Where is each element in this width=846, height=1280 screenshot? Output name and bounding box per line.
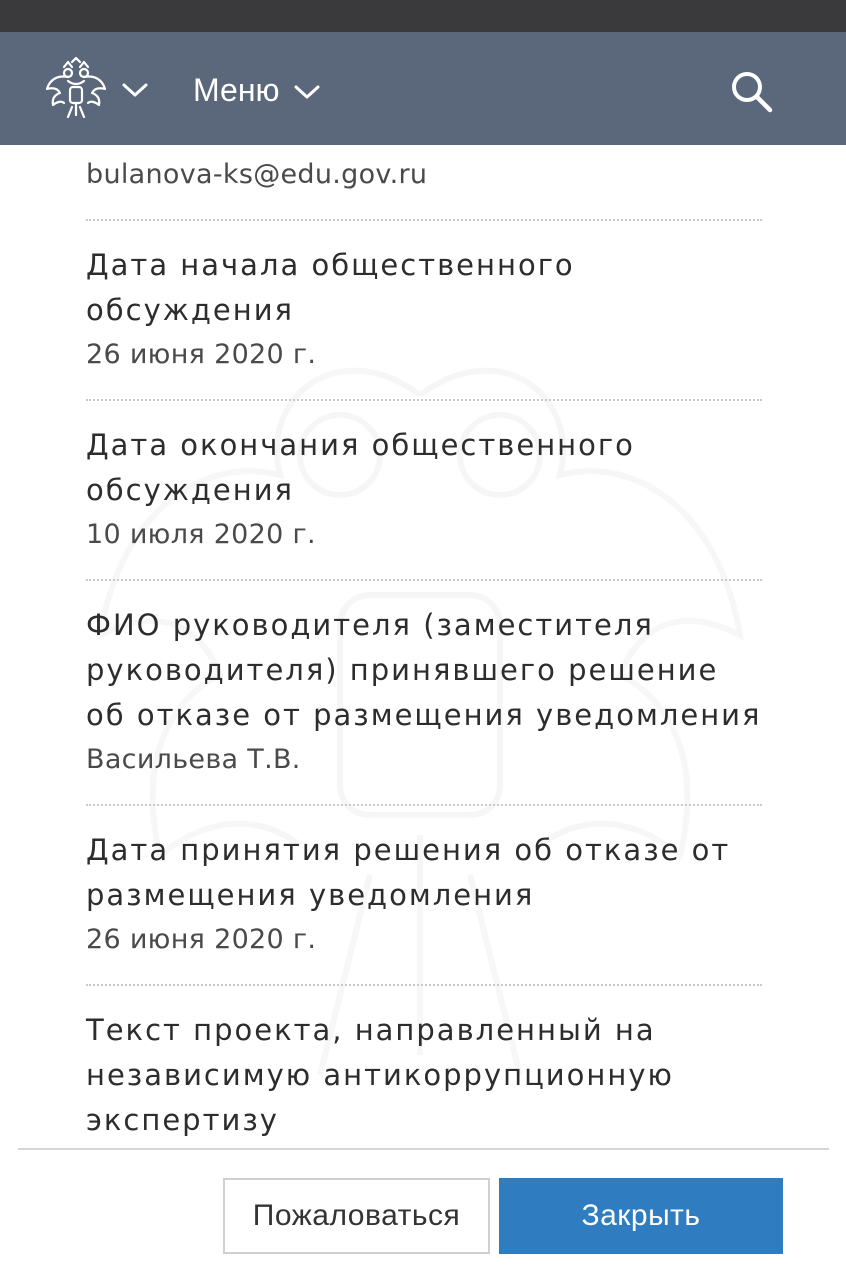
search-icon[interactable] [728, 68, 774, 114]
divider [86, 219, 762, 221]
close-button[interactable]: Закрыть [499, 1178, 783, 1254]
list-item [86, 1008, 762, 1143]
divider [86, 984, 762, 986]
details-panel[interactable] [0, 145, 846, 1148]
list-item [86, 423, 762, 557]
list-item [86, 603, 762, 782]
chevron-down-icon[interactable] [122, 82, 148, 98]
field-value-email[interactable]: bulanova-ks@edu.gov.ru [86, 159, 428, 190]
divider [86, 579, 762, 581]
field-title: Дата принятия решения об отказе от размещения уведомления [86, 833, 731, 912]
list-item [86, 243, 762, 377]
footer-divider [18, 1148, 829, 1150]
field-title: Дата начала общественного обсуждения [86, 248, 575, 327]
field-value: 10 июля 2020 г. [86, 519, 316, 550]
field-value: Васильева Т.В. [86, 744, 301, 775]
coat-of-arms-icon[interactable] [44, 57, 108, 121]
field-value: 26 июня 2020 г. [86, 339, 317, 370]
field-title: Текст проекта, направленный на независимую антикоррупционную экспертизу [86, 1013, 674, 1137]
field-title: Дата окончания общественного обсуждения [86, 428, 635, 507]
complain-button[interactable]: Пожаловаться [223, 1178, 490, 1254]
top-navigation-bar [0, 32, 846, 145]
field-value: 26 июня 2020 г. [86, 924, 317, 955]
divider [86, 804, 762, 806]
menu-button[interactable]: Меню [193, 72, 280, 108]
field-title: ФИО руководителя (заместителя руководителя) принявшего решение об отказе от размещения уведомления [86, 608, 762, 732]
field-list [86, 108, 762, 1143]
list-item [86, 828, 762, 962]
chevron-down-icon[interactable] [294, 84, 320, 100]
divider [86, 399, 762, 401]
status-bar [0, 0, 846, 32]
